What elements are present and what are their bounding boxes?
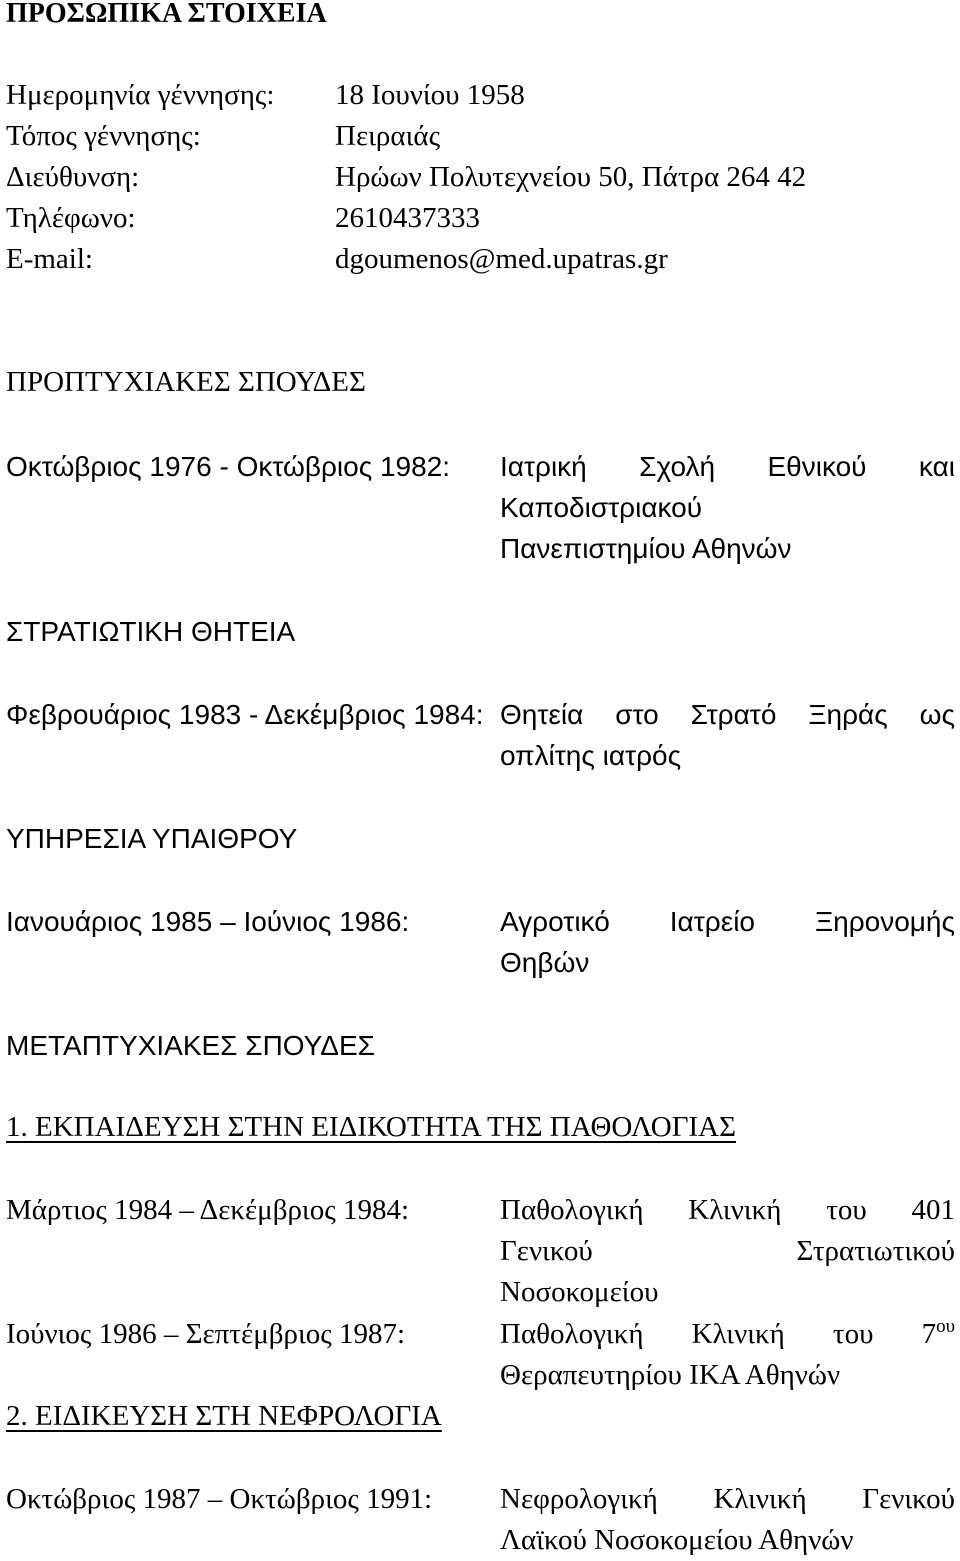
birthplace-value: Πειραιάς [335, 120, 441, 152]
internal-medicine-place-1-line1: Παθολογική Κλινική του 401 [500, 1194, 955, 1226]
internal-medicine-place-1-line2: Γενικού Στρατιωτικού [500, 1235, 955, 1267]
field-service-place-line2: Θηβών [500, 947, 590, 978]
field-service-period: Ιανουάριος 1985 – Ιούνιος 1986: [6, 906, 410, 937]
section-heading-personal: ΠΡΟΣΩΠΙΚΑ ΣΤΟΙΧΕΙΑ [6, 0, 327, 29]
internal-medicine-place-2-line1-text: Παθολογική Κλινική του 7 [500, 1318, 937, 1350]
address-label: Διεύθυνση: [6, 161, 140, 193]
ordinal-suffix: ου [936, 1316, 955, 1337]
phone-label: Τηλέφωνο: [6, 202, 136, 234]
nephrology-place-line2: Λαϊκού Νοσοκομείου Αθηνών [500, 1524, 854, 1556]
internal-medicine-period-2: Ιούνιος 1986 – Σεπτέμβριος 1987: [6, 1318, 406, 1350]
address-value: Ηρώων Πολυτεχνείου 50, Πάτρα 264 42 [335, 161, 807, 193]
section-heading-postgrad: ΜΕΤΑΠΤΥΧΙΑΚΕΣ ΣΠΟΥΔΕΣ [6, 1030, 375, 1061]
internal-medicine-place-2-line1 [500, 1314, 955, 1355]
undergrad-institution-line1: Ιατρική Σχολή Εθνικού και [500, 451, 955, 482]
internal-medicine-period-1: Μάρτιος 1984 – Δεκέμβριος 1984: [6, 1194, 410, 1226]
military-description-line2: οπλίτης ιατρός [500, 740, 682, 771]
subheading-internal-medicine: 1. ΕΚΠΑΙΔΕΥΣΗ ΣΤΗΝ ΕΙΔΙΚΟΤΗΤΑ ΤΗΣ ΠΑΘΟΛΟΓΙΑΣ [6, 1111, 736, 1143]
undergrad-period: Οκτώβριος 1976 - Οκτώβριος 1982: [6, 451, 451, 482]
internal-medicine-place-2-line2: Θεραπευτηρίου ΙΚΑ Αθηνών [500, 1359, 841, 1391]
phone-value: 2610437333 [335, 202, 480, 234]
section-heading-field-service: ΥΠΗΡΕΣΙΑ ΥΠΑΙΘΡΟΥ [6, 823, 298, 854]
birthdate-label: Ημερομηνία γέννησης: [6, 79, 275, 111]
section-heading-military: ΣΤΡΑΤΙΩΤΙΚΗ ΘΗΤΕΙΑ [6, 616, 296, 647]
field-service-place-line1: Αγροτικό Ιατρείο Ξηρονομής [500, 906, 955, 937]
email-label: E-mail: [6, 243, 93, 275]
subheading-nephrology: 2. ΕΙΔΙΚΕΥΣΗ ΣΤΗ ΝΕΦΡΟΛΟΓΙΑ [6, 1400, 442, 1432]
nephrology-place-line1: Νεφρολογική Κλινική Γενικού [500, 1483, 955, 1515]
birthdate-value: 18 Ιουνίου 1958 [335, 79, 525, 111]
email-value: dgoumenos@med.upatras.gr [335, 243, 668, 275]
undergrad-institution-line2: Καποδιστριακού [500, 492, 703, 523]
nephrology-period: Οκτώβριος 1987 – Οκτώβριος 1991: [6, 1483, 433, 1515]
birthplace-label: Τόπος γέννησης: [6, 120, 201, 152]
undergrad-institution-line3: Πανεπιστημίου Αθηνών [500, 533, 792, 564]
internal-medicine-place-1-line3: Νοσοκομείου [500, 1276, 659, 1308]
section-heading-undergrad: ΠΡΟΠΤΥΧΙΑΚΕΣ ΣΠΟΥΔΕΣ [6, 366, 366, 398]
military-description-line1: Θητεία στο Στρατό Ξηράς ως [500, 699, 955, 730]
military-period: Φεβρουάριος 1983 - Δεκέμβριος 1984: [6, 699, 484, 730]
